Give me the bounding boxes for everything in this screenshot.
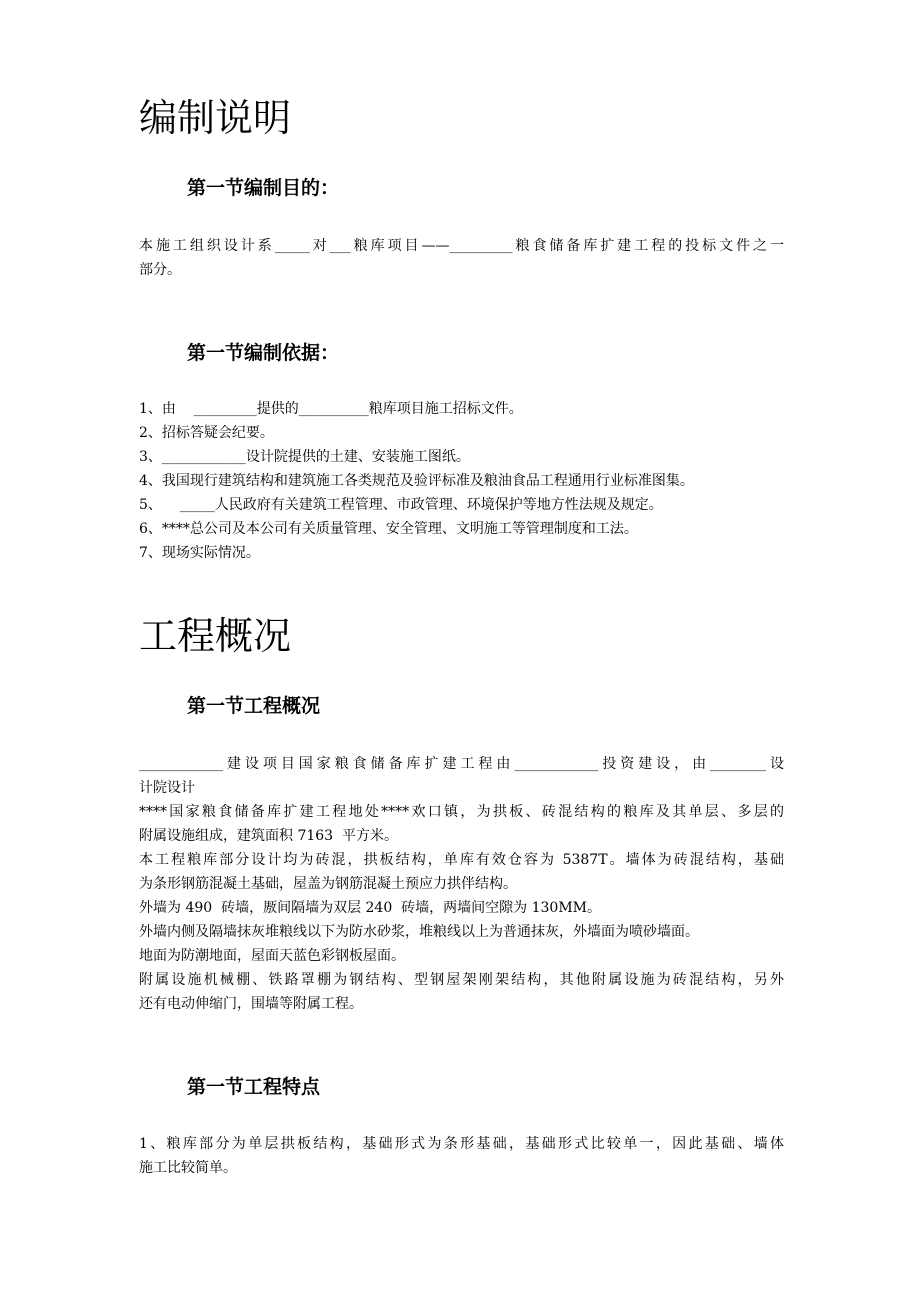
- text-line: 计院设计: [139, 780, 195, 796]
- heading-compilation-basis: 第一节编制依据：: [187, 342, 340, 364]
- text-line: 还有电动伸缩门，围墙等附属工程。: [139, 996, 363, 1012]
- text-line: 附属设施机械棚、铁路罩棚为钢结构、型钢屋架刚架结构，其他附属设施为砖混结构，另外: [139, 972, 784, 988]
- text-line: 本工程粮库部分设计均为砖混，拱板结构，单库有效仓容为 5387T。墙体为砖混结构，基础: [139, 852, 784, 868]
- heading-project-features: 第一节工程特点: [187, 1076, 321, 1098]
- list-item: 1、由 _________提供的__________粮库项目施工招标文件。: [139, 401, 523, 417]
- text-line: 外墙为 490 砖墙，厫间隔墙为双层 240 砖墙，两墙间空隙为 130MM。: [139, 900, 601, 916]
- list-item: 4、我国现行建筑结构和建筑施工各类规范及验评标准及粮油食品工程通用行业标准图集。: [139, 473, 694, 489]
- list-item: 7、现场实际情况。: [139, 545, 260, 561]
- heading-compilation-purpose: 第一节编制目的：: [187, 177, 340, 199]
- paragraph-project-overview: [139, 752, 784, 1016]
- text-line: 为条形钢筋混凝土基础，屋盖为钢筋混凝土预应力拱伴结构。: [139, 876, 517, 892]
- text-line: 地面为防潮地面，屋面天蓝色彩钢板屋面。: [139, 948, 405, 964]
- text-line: 施工比较简单。: [139, 1160, 237, 1176]
- list-item: 3、____________设计院提供的土建、安装施工图纸。: [139, 449, 470, 465]
- section-title-project-overview: 工程概况: [139, 614, 292, 658]
- heading-project-overview: 第一节工程概况: [187, 695, 321, 717]
- paragraph-project-features: [139, 1132, 784, 1180]
- text-line: 附属设施组成，建筑面积 7163 平方米。: [139, 828, 398, 844]
- list-item: 6、****总公司及本公司有关质量管理、安全管理、文明施工等管理制度和工法。: [139, 521, 638, 537]
- text-line: ____________建设项目国家粮食储备库扩建工程由____________投资建设，由________设: [139, 756, 784, 772]
- section-title-compilation-notes: 编制说明: [139, 96, 292, 140]
- text-line: 本施工组织设计系_____对___粮库项目——_________粮食储备库扩建工程的投标文件之一: [139, 238, 784, 254]
- text-line: ****国家粮食储备库扩建工程地处****欢口镇，为拱板、砖混结构的粮库及其单层、多层的: [139, 804, 784, 820]
- text-line: 1、粮库部分为单层拱板结构，基础形式为条形基础，基础形式比较单一，因此基础、墙体: [139, 1136, 784, 1152]
- list-item: 2、招标答疑会纪要。: [139, 425, 274, 441]
- paragraph-compilation-purpose: [139, 234, 784, 282]
- list-item: 5、 _____人民政府有关建筑工程管理、市政管理、环境保护等地方性法规及规定。: [139, 497, 663, 513]
- text-line: 部分。: [139, 262, 181, 278]
- list-compilation-basis: [139, 397, 784, 565]
- text-line: 外墙内侧及隔墙抹灰堆粮线以下为防水砂浆，堆粮线以上为普通抹灰，外墙面为喷砂墙面。: [139, 924, 699, 940]
